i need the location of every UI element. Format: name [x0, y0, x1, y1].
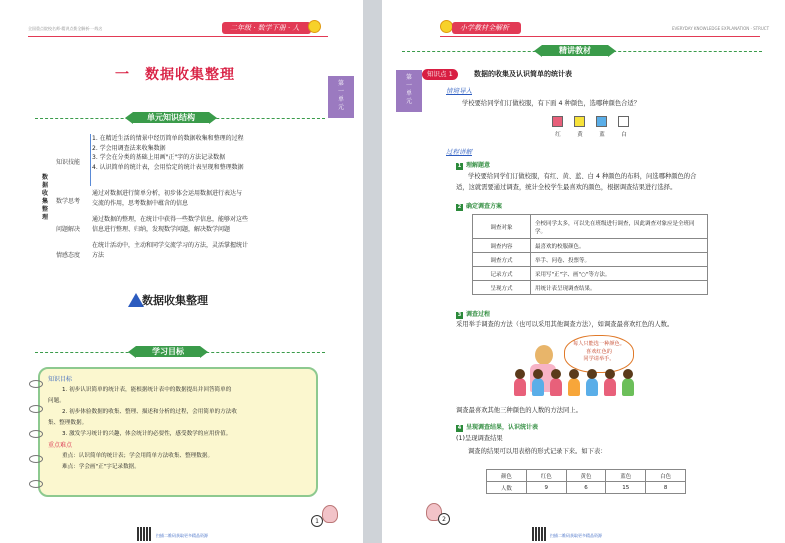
binder-ring-icon [29, 430, 43, 438]
unit-side-tab [328, 76, 354, 118]
binder-ring-icon [29, 455, 43, 463]
category-label: 数学思考 [56, 198, 81, 205]
section-banner-structure: 单元知识结构 [133, 112, 209, 123]
goal-line: 集、整理数据。 [48, 420, 88, 426]
text-line: 信息进行整理、归纳，发现数学问题，解决数学问题 [92, 225, 231, 233]
table-row [473, 281, 708, 295]
table-cell: 举手、问卷、投票等。 [531, 253, 708, 267]
table-cell: 采用写"正"字、画"○"等方法。 [531, 267, 708, 281]
color-swatch-yellow [574, 116, 585, 127]
table-cell: 记录方式 [473, 267, 531, 281]
table-header-cell: 蓝色 [606, 470, 646, 482]
goal-line: 问题。 [48, 398, 65, 404]
table-cell: 全校同学太多，可以先在班级进行调查，因此调查对象应是全班同学。 [531, 215, 708, 239]
table-cell: 人数 [487, 482, 527, 494]
text-line: 通过数据的整理，在统计中获得一些数学信息，能够对这些 [92, 216, 249, 223]
qr-code-icon [137, 527, 151, 541]
footer-text: 扫描二维码获取更多精品资源 [156, 533, 208, 538]
color-label: 蓝 [599, 132, 605, 138]
table-cell: 呈现方式 [473, 281, 531, 295]
step-heading: 4 呈现调查结果，认识统计表 [457, 424, 539, 431]
binder-ring-icon [29, 380, 43, 388]
color-label: 白 [621, 132, 627, 138]
text-line: 方法 [92, 251, 105, 259]
goal-heading: 知识目标 [48, 376, 73, 383]
left-page [0, 0, 363, 543]
color-swatch-red [552, 116, 563, 127]
page-number: 2 [438, 513, 450, 525]
banner-arrow-icon [200, 346, 208, 358]
header-rule [440, 36, 760, 37]
text-line: 通过对数据进行简单分析，初步体会运用数据进行表达与 [92, 190, 243, 197]
banner-arrow-icon [125, 112, 133, 124]
process-label: 过程讲解 [446, 148, 472, 156]
speech-bubble [564, 335, 634, 373]
table-cell: 调查内容 [473, 239, 531, 253]
student-icon [568, 378, 580, 396]
keypoint-line: 重点：认识简单的统计表；学会用简单方法收集、整理数据。 [62, 453, 214, 459]
skill-item: 3. 学会在分类的基础上用画"正"字的方法记录数据 [92, 154, 226, 161]
bubble-line: 每人只能选一种颜色。 [573, 341, 625, 347]
right-header-small: EVERYDAY KNOWLEDGE EXPLANATION · STRUCT [672, 26, 770, 31]
chapter-title: 一 数据收集整理 [115, 67, 235, 83]
bubble-line: 喜欢红色的 [586, 348, 612, 355]
step-title: 理解题意 [466, 162, 491, 169]
table-header-cell: 红色 [526, 470, 566, 482]
side-tab-char: 元 [405, 98, 412, 105]
table-cell: 调查方式 [473, 253, 531, 267]
side-tab-char: 单 [337, 96, 344, 103]
table-cell: 9 [526, 482, 566, 494]
section-banner-goals: 学习目标 [136, 346, 200, 357]
step-title: 确定调查方案 [466, 203, 503, 210]
table-header-cell: 黄色 [566, 470, 606, 482]
category-label: 知识技能 [56, 159, 81, 166]
intro-text: 学校要给同学们订做校服，有下面 4 种颜色，选哪种颜色合适？ [462, 100, 641, 107]
side-tab-char: 一 [405, 82, 412, 89]
survey-plan-table [472, 214, 708, 295]
problem-text [92, 215, 342, 234]
banner-arrow-icon [209, 112, 217, 124]
table-cell: 15 [606, 482, 646, 494]
structure-side-label: 数据收集整理 [41, 174, 48, 221]
knowledge-point-badge: 知识点 1 [422, 69, 458, 80]
section-banner-teaching: 精讲教材 [542, 45, 608, 56]
footer-text: 扫描二维码获取更多精品资源 [550, 533, 602, 538]
goal-line: 3. 激发学习统计的兴趣，体会统计的必要性，感受数学的应用价值。 [62, 431, 232, 437]
attitude-text [92, 241, 342, 260]
banner-arrow-icon [534, 45, 542, 57]
page-number: 1 [311, 515, 323, 527]
step-title: 调查过程 [466, 311, 491, 318]
student-icon [514, 378, 526, 396]
mouse-mascot-icon [322, 505, 338, 523]
step3-text: 采用举手调查的方法（也可以采用其他调查方法），如调查最喜欢红色的人数。 [456, 321, 674, 328]
color-swatch-white [618, 116, 629, 127]
skills-list [92, 134, 342, 172]
color-swatch-blue [596, 116, 607, 127]
category-label: 问题解决 [56, 226, 81, 233]
brace-line [90, 134, 91, 186]
table-header-cell: 颜色 [487, 470, 527, 482]
banner-arrow-icon [608, 45, 616, 57]
text-line: 交流的作用，思考数据中蕴含的信息 [92, 199, 189, 207]
sub-heading: (1)呈现调查结果 [456, 435, 503, 442]
right-page [382, 0, 785, 543]
knowledge-structure [40, 134, 340, 269]
text-line: 学校要给同学们订做校服，有红、黄、蓝、白 4 种颜色的布料，问选哪种颜色的合 [468, 173, 697, 180]
table-header-cell: 白色 [646, 470, 686, 482]
student-icon [586, 378, 598, 396]
left-header-small: 全国重点院校名师·精讲点拨全解析·一线名 [28, 26, 103, 31]
right-header-tag: 小学教材全解析 [452, 22, 521, 34]
student-icon [550, 378, 562, 396]
category-label: 情感态度 [56, 252, 81, 259]
goal-line: 1. 初步认识简单的统计表，能根据统计表中的数据提出并回答简单的 [62, 387, 232, 393]
skill-item: 4. 认识简单的统计表，会用恰定的统计表呈现和整理数据 [92, 163, 244, 171]
intro-label: 情境导入 [446, 87, 472, 95]
table-cell: 调查对象 [473, 215, 531, 239]
student-icon [622, 378, 634, 396]
step1-text [456, 171, 776, 193]
header-rule [28, 36, 328, 37]
banner-arrow-icon [128, 346, 136, 358]
table-row [473, 239, 708, 253]
student-icon [604, 378, 616, 396]
skill-item: 1. 在精近生活的情景中经历简单的数据收集和整理的过程 [92, 135, 244, 142]
binder-ring-icon [29, 480, 43, 488]
unit-side-tab [396, 70, 422, 112]
binder-ring-icon [29, 405, 43, 413]
side-tab-char: 第 [337, 80, 344, 87]
side-tab-char: 第 [405, 74, 412, 81]
step-heading: 2 确定调查方案 [457, 203, 503, 210]
text-line: 在统计活动中，主动和同学交流学习的方法，灵活掌握统计 [92, 242, 249, 249]
table-cell: 6 [566, 482, 606, 494]
table-cell: 8 [646, 482, 686, 494]
sub-title: 数据收集整理 [142, 294, 208, 307]
table-row [487, 482, 686, 494]
table-row [487, 470, 686, 482]
side-tab-char: 一 [337, 88, 344, 95]
learning-goals-box [38, 367, 318, 497]
side-tab-char: 单 [405, 90, 412, 97]
sun-icon [308, 20, 321, 33]
bubble-line: 同学请举手。 [583, 356, 615, 362]
side-tab-char: 元 [337, 104, 344, 111]
keypoint-line: 难点：学会画"正"字记录数据。 [62, 464, 140, 470]
goal-line: 2. 初步体验数据的收集、整理、描述和分析的过程，会用简单的方法收 [62, 409, 237, 415]
table-cell: 用统计表呈现调查结果。 [531, 281, 708, 295]
color-label: 红 [555, 132, 561, 138]
teacher-head-icon [535, 345, 553, 365]
table-row [473, 253, 708, 267]
thinking-text [92, 189, 342, 208]
step-heading: 3 调查过程 [457, 311, 491, 318]
table-row [473, 267, 708, 281]
sub-text: 调查的结果可以用表格的形式记录下来。如下表： [468, 448, 607, 455]
after-picture-text: 调查最喜欢其他三种颜色的人数的方法同上。 [456, 407, 582, 414]
keypoint-heading: 重点难点 [48, 442, 73, 449]
knowledge-point-title: 数据的收集及认识简单的统计表 [474, 70, 572, 78]
text-line: 适，这就需要通过调查，统计全校学生最喜欢的颜色，根据调查结果进行选择。 [456, 184, 677, 191]
result-table [486, 469, 686, 494]
skill-item: 2. 学会用调查法来收集数据 [92, 144, 166, 152]
color-label: 黄 [577, 132, 583, 138]
qr-code-icon [532, 527, 546, 541]
student-icon [532, 378, 544, 396]
table-row [473, 215, 708, 239]
left-header-tag: 二年级 · 数学下册 · 人 [222, 22, 311, 34]
step-heading: 1 理解题意 [457, 162, 491, 169]
table-cell: 最喜欢的校服颜色。 [531, 239, 708, 253]
step-title: 呈现调查结果，认识统计表 [466, 424, 539, 431]
